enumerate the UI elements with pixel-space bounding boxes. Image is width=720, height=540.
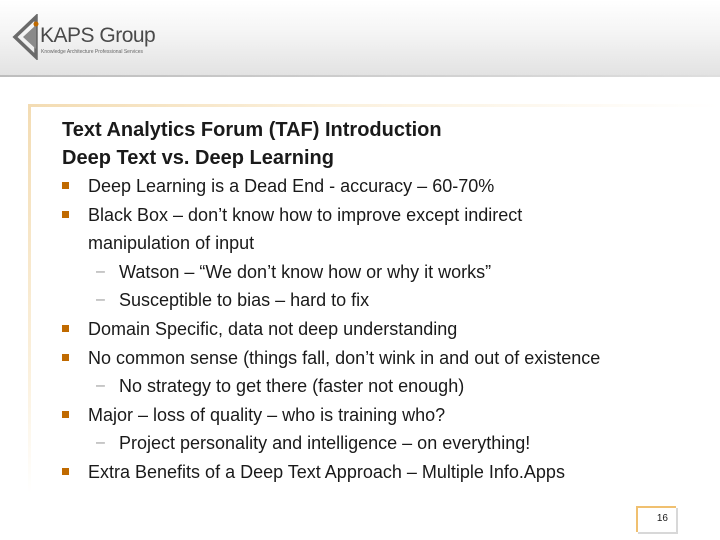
sub-bullet-text: Project personality and intelligence – on everything! [119,433,531,454]
slide-title-line-1: Text Analytics Forum (TAF) Introduction [62,119,442,141]
dash-marker-icon: – [96,434,105,452]
bullet-marker-icon [62,182,69,189]
bullet-marker-icon [62,325,69,332]
bullet-marker-icon [62,354,69,361]
bullet-marker-icon [62,411,69,418]
logo-wordmark: KAPS Group [40,24,156,47]
dash-marker-icon: – [96,262,105,280]
dash-marker-icon: – [96,377,105,395]
bullet-item [62,458,702,487]
bullet-text: Deep Learning is a Dead End - accuracy – 60-70% [88,176,495,196]
sub-bullet-text: Susceptible to bias – hard to fix [119,290,370,311]
sub-bullet-text: Watson – “We don’t know how or why it works” [119,261,492,282]
slide-title [62,116,662,172]
kaps-diamond-logo-icon [10,14,44,60]
kaps-logo [10,14,170,60]
sub-bullet-item [62,258,702,287]
bullet-text: Major – loss of quality – who is training who? [88,404,446,425]
header-divider [0,75,720,77]
bullet-item [62,344,702,373]
page-number-box [636,506,676,532]
sub-bullet-item [62,286,702,315]
bullet-text: Black Box – don’t know how to improve except indirect [88,204,523,225]
bullet-item [62,201,702,258]
bullet-text: No common sense (things fall, don’t wink in and out of existence [88,347,601,368]
bullet-item [62,172,702,201]
dash-marker-icon: – [96,291,105,309]
bullet-list [62,172,702,487]
bullet-marker-icon [62,211,69,218]
sub-bullet-text: No strategy to get there (faster not enough) [119,376,465,397]
bullet-item [62,315,702,344]
content-frame-left [28,104,31,494]
bullet-text-continuation: manipulation of input [88,233,255,254]
bullet-marker-icon [62,468,69,475]
bullet-item [62,401,702,430]
logo-tagline: Knowledge Architecture Professional Services [41,49,143,55]
sub-bullet-item [62,372,702,401]
bullet-text: Extra Benefits of a Deep Text Approach – Multiple Info.Apps [88,461,565,482]
bullet-text: Domain Specific, data not deep understanding [88,318,458,339]
sub-bullet-item [62,429,702,458]
content-frame-top [28,104,720,107]
page-number: 16 [656,513,668,524]
slide-title-line-2: Deep Text vs. Deep Learning [62,147,334,169]
